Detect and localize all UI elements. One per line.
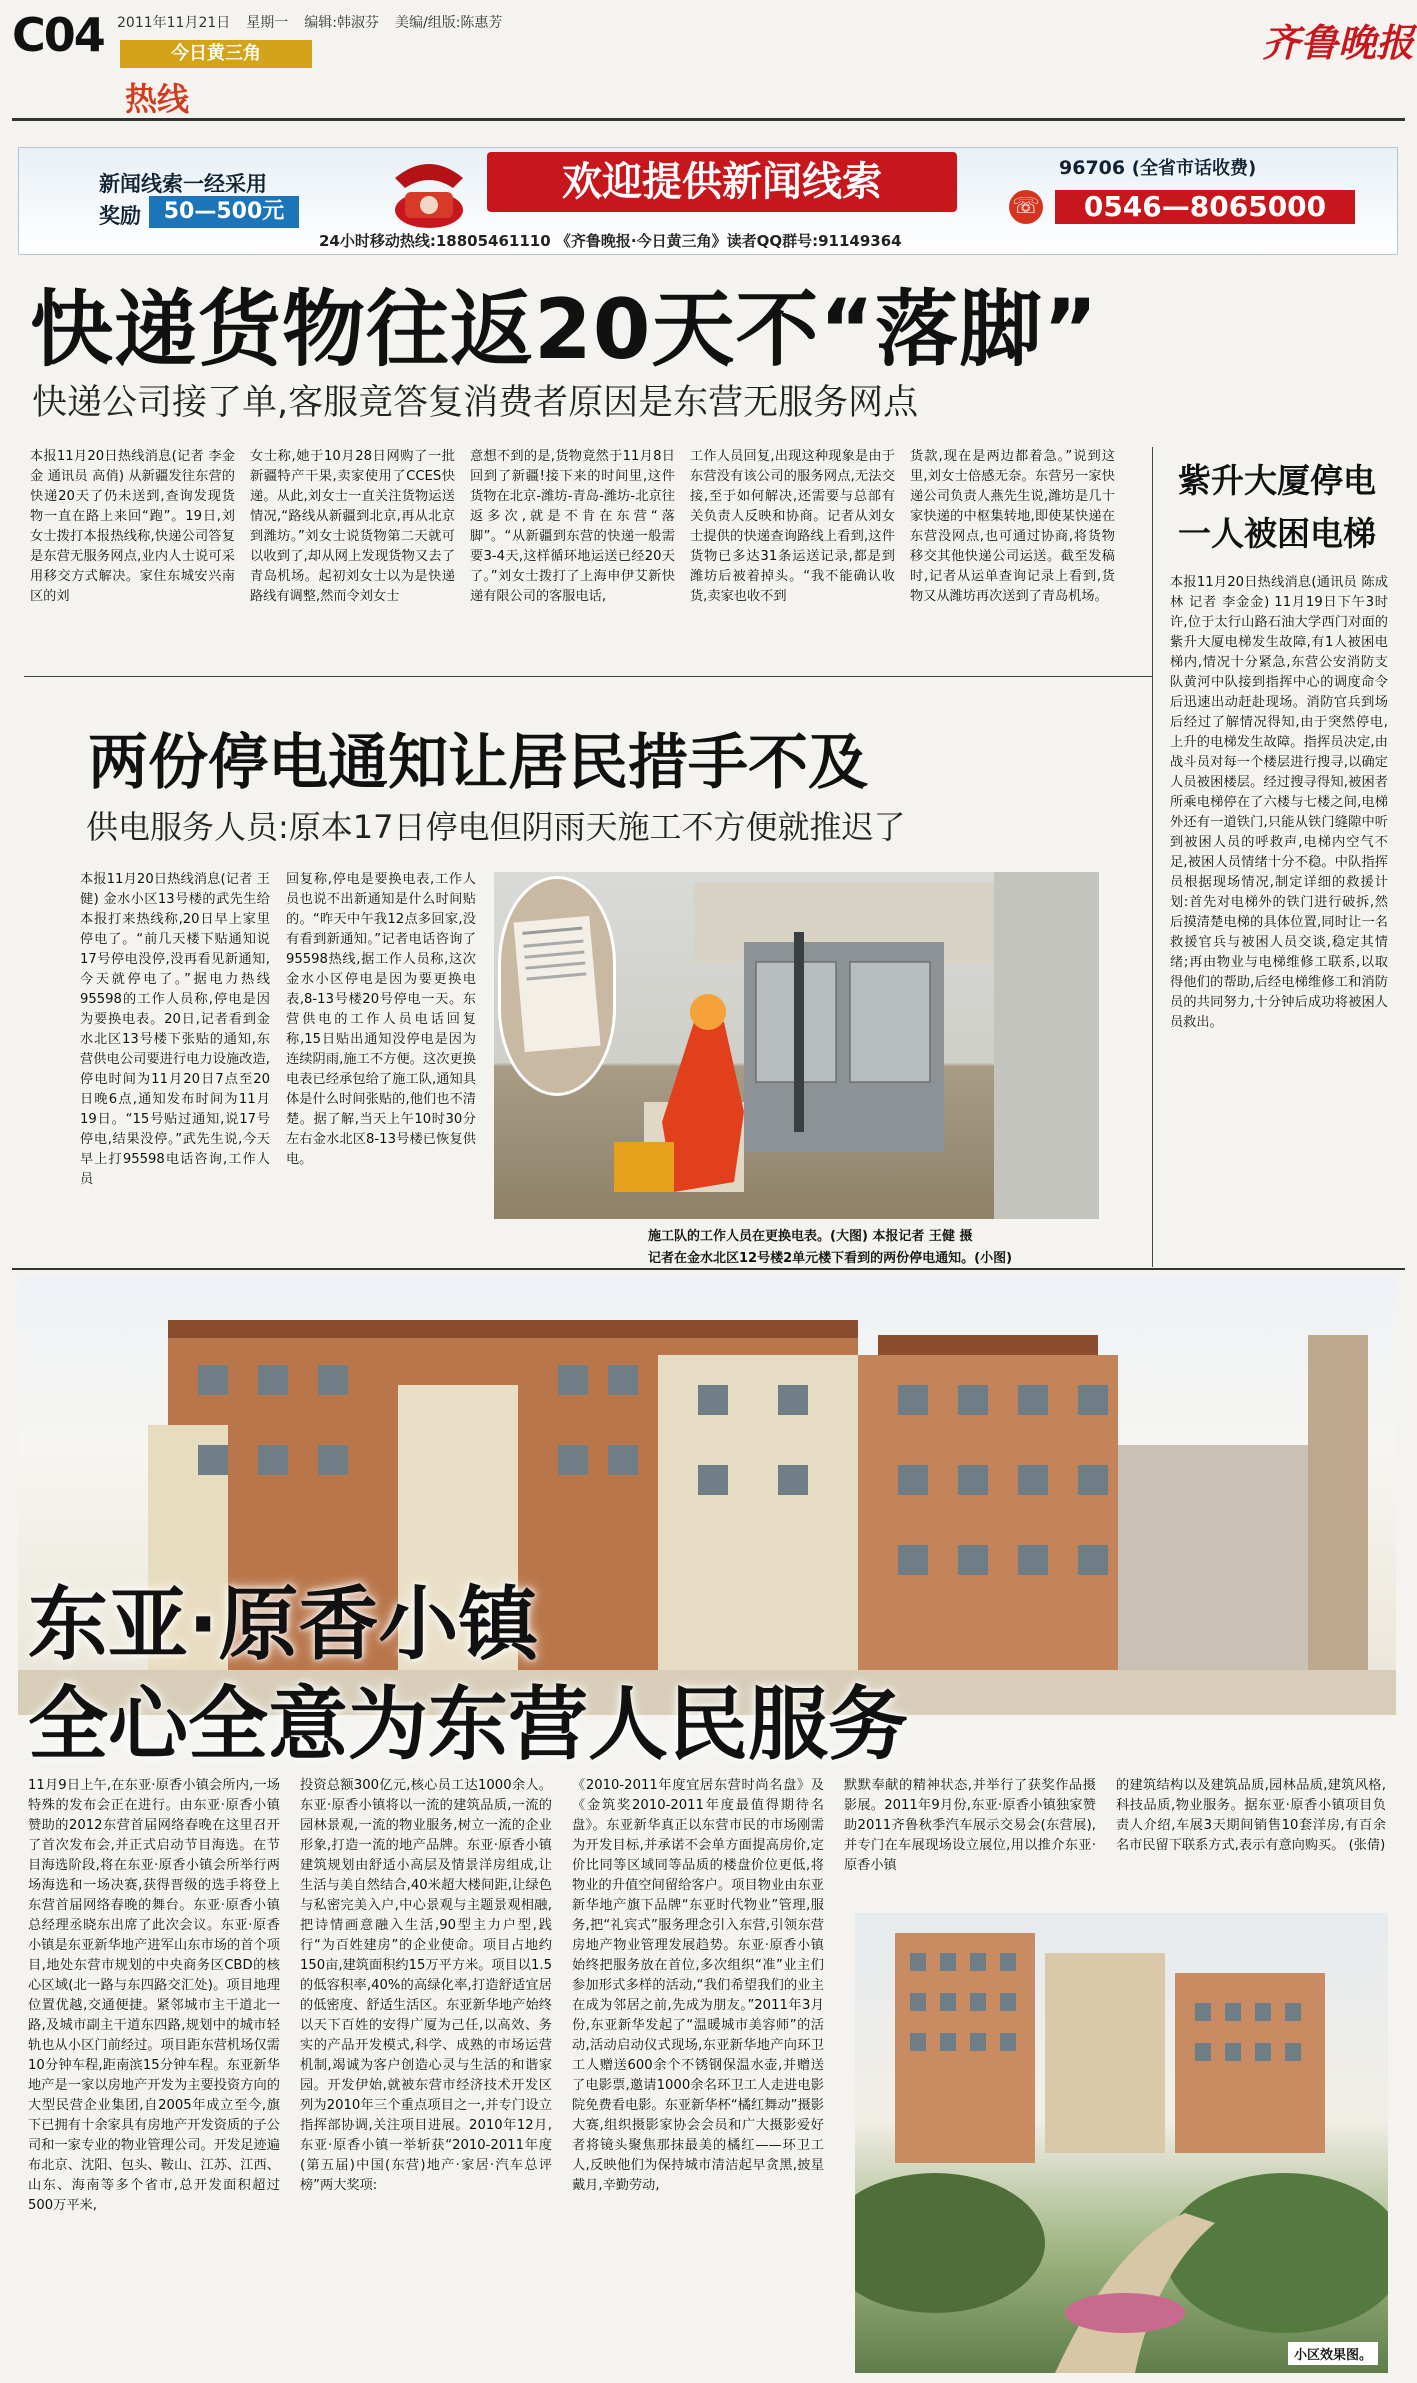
brand-logo: 齐鲁晚报: [1262, 20, 1415, 65]
article1-col-5: 货款,现在是两边都着急。”说到这里,刘女士倍感无奈。东营另一家快递公司负责人燕先生说,潍坊是几十家快递的中枢集转地,即使某快递在东营没网点,也可通过协商,将货物移交其他快递公司运送。截至发稿时,记者从运单查询记录上看到,货物又从潍坊再次送到了青岛机场。: [910, 449, 1115, 604]
article1-subhead: 快递公司接了单,客服竟答复消费者原因是东营无服务网点: [32, 383, 919, 423]
issue-editor: 编辑:韩淑芬: [304, 15, 379, 31]
article3-col-3: 《2010-2011年度宜居东营时尚名盘》及《金筑奖2010-2011年度最值得期待名盘》。东亚新华真正以东营市民的市场刚需为开发目标,并承诺不会单方面提高房价,定价比同等区域同等品质的楼盘价位更低,将物业的升值空间留给客户。项目物业由东亚新华地产旗下品牌“东亚时代物业”管理,服务,把“礼宾式”服务理念引入东营,引领东营房地产物业管理发展趋势。东亚·原香小镇始终把服务放在首位,多次组织“准”业主们参加形式多样的活动,“我们希望我们的业主在成为邻居之前,先成为朋友。”2011年3月份,东亚新华发起了“温暖城市美容师”的活动,活动启动仪式现场,东亚新华地产向环卫工人赠送600余个不锈钢保温水壶,并赠送了电影票,邀请1000余名环卫工人走进电影院免费看电影。东亚新华杯“橘红舞动”摄影大赛,组织摄影家协会会员和广大摄影爱好者将镜头聚焦那抹最美的橘红——环卫工人,反映他们为保持城市清洁起早贪黑,披星戴月,辛勤劳动,: [572, 1778, 824, 2193]
article3-col-2: 投资总额300亿元,核心员工达1000余人。东亚·原香小镇将以一流的建筑品质,一流的园林景观,一流的物业服务,树立一流的企业形象,打造一流的地产品牌。东亚·原香小镇建筑规划由舒适小高层及情景洋房组成,让生活与美自然结合,40米超大楼间距,让绿色与私密完美入户,中心景观与主题景观相融,把诗情画意融入生活,90型主力户型,践行“为百姓建房”的企业使命。项目占地约150亩,建筑面积约15万平方米。项目以1.5的低容积率,40%的高绿化率,打造舒适宜居的低密度、舒适生活区。东亚新华地产始终以天下百姓的安得广厦为己任,以高效、务实的产品开发模式,科学、成熟的市场运营机制,竭诚为客户创造心灵与生活的和谐家园。开发伊始,就被东营市经济技术开发区列为2010年三个重点项目之一,并专门设立指挥部协调,关注项目进展。2010年12月,东亚·原香小镇一举斩获“2010-2011年度(第五届)中国(东营)地产·家居·汽车总评榜”两大奖项:: [300, 1778, 552, 2193]
article2-col-1: 本报11月20日热线消息(记者 王健) 金水小区13号楼的武先生给本报打来热线称,20日早上家里停电了。“前几天楼下贴通知说17号停电没停,没再看见新通知,今天就停电了。”据电力热线95598的工作人员称,停电是因为要换电表。20日,记者看到金水北区13号楼下张贴的通知,东营供电公司要进行电力设施改造,停电时间为11月20日7点至20日晚6点,通知发布时间为11月19日。“15号贴过通知,说17号停电,结果没停。”武先生说,今天早上打95598电话咨询,工作人员: [80, 872, 270, 1187]
section-name: 热线: [125, 80, 190, 118]
hotline-phone: 0546—8065000: [1055, 190, 1355, 224]
hotline-banner: [18, 147, 1398, 255]
notice-inset-photo: [498, 876, 616, 1096]
phone-icon: ☏: [1009, 190, 1043, 224]
sidebar-body: 本报11月20日热线消息(通讯员 陈成林 记者 李金金) 11月19日下午3时许,位于太行山路石油大学西门对面的紫升大厦电梯发生故障,有1人被困电梯内,情况十分紧急,东营公安消防支队黄河中队接到指挥中心的调度命令后迅速出动赶赴现场。消防官兵到场后经过了解情况得知,由于突然停电,上升的电梯发生故障。指挥员决定,由战斗员对每一个楼层进行搜寻,以确定人员被困楼层。经过搜寻得知,被困者所乘电梯停在了六楼与七楼之间,电梯外还有一道铁门,只能从铁门缝隙中听到被困人员的呼救声,电梯内空气不足,被困人员情绪十分不稳。中队指挥员根据现场情况,制定详细的救援计划:首先对电梯外的铁门进行破拆,然后摸清楚电梯的具体位置,同时让一名救援官兵与被困人员交谈,稳定其情绪;再由物业与电梯维修工联系,以取得他们的帮助,后经电梯维修工和消防员的共同努力,十分钟后成功将被困人员救出。: [1170, 575, 1388, 1030]
article2-col-2: 回复称,停电是要换电表,工作人员也说不出新通知是什么时间贴的。“昨天中午我12点多回家,没有看到新通知。”记者电话咨询了95598热线,据工作人员称,这次金水小区停电是因为要更换电表,8-13号楼20号停电一天。东营供电的工作人员电话回复称,15日贴出通知没停电是因为连续阴雨,施工不方便。这次更换电表已经承包给了施工队,通知具体是什么时间张贴的,他们也不清楚。据了解,当天上午10时30分左右金水北区8-13号楼已恢复供电。: [286, 872, 476, 1167]
banner-reward-label: 奖励: [99, 204, 141, 228]
photo-caption-1: 施工队的工作人员在更换电表。(大图) 本报记者 王健 摄: [648, 1229, 973, 1244]
rendering-caption: 小区效果图。: [1288, 2342, 1378, 2365]
issue-weekday: 星期一: [246, 15, 289, 31]
article2-headline: 两份停电通知让居民措手不及: [88, 728, 868, 798]
article1-col-4: 工作人员回复,出现这种现象是由于东营没有该公司的服务网点,无法交接,至于如何解决,还需要与总部有关负责人反映和协商。记者从刘女士提供的快递查询路线上看到,这件货物已多达31条运送记录,都是到潍坊后被着掉头。“我不能确认收货,卖家也收不到: [690, 449, 895, 604]
article1-headline: 快递货物往返20天不“落脚”: [30, 281, 1099, 378]
banner-bottom-line: 24小时移动热线:18805461110 《齐鲁晚报·今日黄三角》读者QQ群号:91149364: [319, 232, 902, 250]
banner-title: 欢迎提供新闻线索: [487, 152, 957, 212]
article2-subhead: 供电服务人员:原本17日停电但阴雨天施工不方便就推迟了: [86, 808, 906, 846]
article3-headline-1: 东亚·原香小镇: [28, 1578, 539, 1671]
article1-col-2: 女士称,她于10月28日网购了一批新疆特产干果,卖家使用了CCES快递。从此,刘女士一直关注货物运送情况,“路线从新疆到北京,再从北京到潍坊。”刘女士说货物第二天就可以收到了,却从网上发现货物又去了青岛机场。起初刘女士以为是快递路线有调整,然而令刘女士: [250, 449, 455, 604]
meter-work-photo: [494, 872, 1099, 1219]
sidebar-headline-2: 一人被困电梯: [1178, 514, 1376, 553]
article3-headline-2: 全心全意为东营人民服务: [28, 1678, 908, 1771]
telephone-icon: [389, 152, 469, 236]
article3-col-4: 默默奉献的精神状态,并举行了获奖作品摄影展。2011年9月份,东亚·原香小镇独家赞助2011齐鲁秋季汽车展示交易会(东营展),并专门在车展现场设立展位,用以推介东亚·原香小镇: [844, 1778, 1096, 1873]
issue-designer: 美编/组版:陈惠芳: [394, 15, 503, 31]
hotline-note: (全省市话收费): [1131, 158, 1257, 179]
banner-reward-value: 50—500元: [149, 196, 299, 228]
article1-col-1: 本报11月20日热线消息(记者 李金金 通讯员 高俏) 从新疆发往东营的快递20天了仍未送到,查询发现货物一直在路上来回“跑”。19日,刘女士拨打本报热线称,快递公司答复是东营无服务网点,业内人士说可采用移交方式解决。家住东城安兴南区的刘: [30, 449, 235, 604]
article3-col-5: 的建筑结构以及建筑品质,园林品质,建筑风格,科技品质,物业服务。据东亚·原香小镇项目负责人介绍,车展3天期间销售10套洋房,有百余名市民留下联系方式,表示有意向购买。 (张倩): [1116, 1778, 1386, 1853]
article1-col-3: 意想不到的是,货物竟然于11月8日回到了新疆!接下来的时间里,这件货物在北京-潍坊-青岛-潍坊-北京往返多次,就是不肯在东营“落脚”。“从新疆到东营的快递一般需要3-4天,这样循环地运送已经20天了。”刘女士拨打了上海申伊艾新快递有限公司的客服电话,: [470, 449, 675, 604]
article3-col-1: 11月9日上午,在东亚·原香小镇会所内,一场特殊的发布会正在进行。由东亚·原香小镇赞助的2012东营首届网络春晚在这里召开了首次发布会,并正式启动节目海选。在节目海选阶段,将在东亚·原香小镇会所举行两场海选和一场决赛,获得晋级的选手将登上东营首届网络春晚的舞台。东亚·原香小镇总经理丞晓东出席了此次会议。东亚·原香小镇是东亚新华地产进军山东市场的首个项目,地处东营市规划的中央商务区CBD的核心区域(北一路与东四路交汇处)。项目地理位置优越,交通便捷。紧邻城市主干道北一路,及城市副主干道东四路,规划中的城市轻轨也从小区门前经过。项目距东营机场仅需10分钟车程,距南滨15分钟车程。东亚新华地产是一家以房地产开发为主要投资方向的大型民营企业集团,自2005年成立至今,旗下已拥有十余家具有房地产开发资质的子公司和一家专业的物业管理公司。开发足迹遍布北京、沈阳、包头、鞍山、江苏、江西、山东、海南等多个省市,总开发面积超过500万平米,: [28, 1778, 280, 2213]
section-tag: 今日黄三角: [120, 40, 312, 68]
residential-rendering-photo: [855, 1913, 1388, 2373]
banner-left-text: 新闻线索一经采用: [99, 172, 267, 196]
photo-caption-2: 记者在金水北区12号楼2单元楼下看到的两份停电通知。(小图): [648, 1251, 1013, 1266]
issue-date: 2011年11月21日: [117, 15, 231, 31]
hotline-code: 96706: [1059, 157, 1126, 179]
page-number: C04: [12, 8, 104, 62]
sidebar-headline-1: 紫升大厦停电: [1178, 461, 1376, 500]
